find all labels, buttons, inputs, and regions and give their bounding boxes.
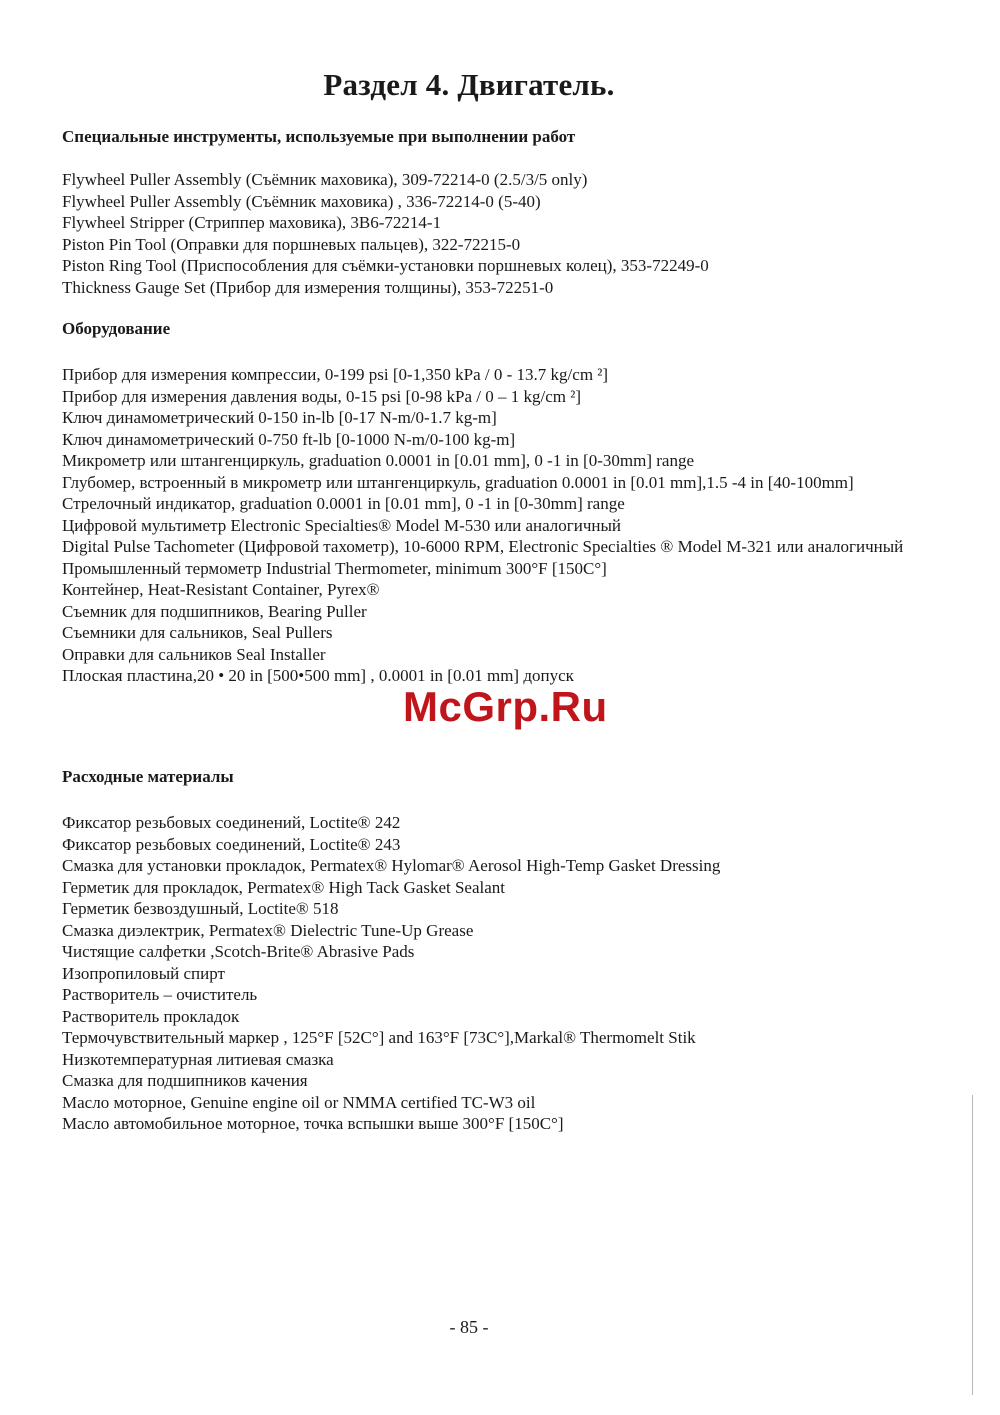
page-title: Раздел 4. Двигатель. <box>323 66 615 102</box>
equipment-item: Глубомер, встроенный в микрометр или штангенциркуль, graduation 0.0001 in [0.01 mm],1.5 -4 in [40-100mm] <box>62 472 854 492</box>
equipment-item: Контейнер, Heat-Resistant Container, Pyrex® <box>62 580 380 599</box>
equipment-item: Прибор для измерения компрессии, 0-199 psi [0-1,350 kPa / 0 - 13.7 kg/cm ²] <box>62 365 609 384</box>
tool-item: Flywheel Puller Assembly (Съёмник маховика) , 336-72214-0 (5-40) <box>62 191 541 211</box>
watermark-logo: McGrp.Ru <box>403 683 608 730</box>
consumable-item: Растворитель прокладок <box>62 1006 240 1026</box>
equipment-item: Цифровой мультиметр Electronic Specialties® Model M-530 или аналогичный <box>62 515 622 535</box>
special-tools-list <box>62 169 912 298</box>
consumables-list <box>62 812 912 1135</box>
consumable-item: Термочувствительный маркер , 125°F [52C°] and 163°F [73C°],Markal® Thermomelt Stik <box>62 1028 696 1047</box>
equipment-section <box>62 318 912 687</box>
equipment-item: Прибор для измерения давления воды, 0-15 psi [0-98 kPa / 0 – 1 kg/cm ²] <box>62 386 581 406</box>
equipment-item: Оправки для сальников Seal Installer <box>62 644 326 664</box>
equipment-item: Стрелочный индикатор, graduation 0.0001 in [0.01 mm], 0 -1 in [0-30mm] range <box>62 494 625 513</box>
consumable-item: Герметик для прокладок, Permatex® High Tack Gasket Sealant <box>62 877 505 897</box>
scan-edge-divider <box>972 1095 973 1395</box>
consumable-item: Фиксатор резьбовых соединений, Loctite® 242 <box>62 813 401 832</box>
consumable-item: Чистящие салфетки ,Scotch-Brite® Abrasive Pads <box>62 942 415 961</box>
tool-item: Flywheel Stripper (Стриппер маховика), 3B6-72214-1 <box>62 213 442 232</box>
tool-item: Piston Ring Tool (Приспособления для съёмки-установки поршневых колец), 353-72249-0 <box>62 256 709 275</box>
equipment-item: Съемник для подшипников, Bearing Puller <box>62 601 367 621</box>
equipment-item: Съемники для сальников, Seal Pullers <box>62 623 333 642</box>
equipment-item: Промышленный термометр Industrial Thermometer, minimum 300°F [150C°] <box>62 558 607 578</box>
consumable-item: Растворитель – очиститель <box>62 985 258 1004</box>
consumables-section <box>62 766 912 1135</box>
equipment-item: Микрометр или штангенциркуль, graduation 0.0001 in [0.01 mm], 0 -1 in [0-30mm] range <box>62 451 694 470</box>
page-number: - 85 - <box>449 1317 489 1337</box>
tool-item: Thickness Gauge Set (Прибор для измерения толщины), 353-72251-0 <box>62 277 554 297</box>
equipment-list <box>62 364 912 687</box>
tool-item: Piston Pin Tool (Оправки для поршневых пальцев), 322-72215-0 <box>62 234 521 254</box>
equipment-heading: Оборудование <box>62 319 171 338</box>
consumables-heading: Расходные материалы <box>62 767 234 786</box>
special-tools-heading: Специальные инструменты, используемые при выполнении работ <box>62 127 576 146</box>
consumable-item: Низкотемпературная литиевая смазка <box>62 1049 334 1069</box>
equipment-item: Плоская пластина,20 • 20 in [500•500 mm] , 0.0001 in [0.01 mm] допуск <box>62 666 574 685</box>
equipment-item: Ключ динамометрический 0-750 ft-lb [0-1000 N-m/0-100 kg-m] <box>62 429 516 449</box>
consumable-item: Масло моторное, Genuine engine oil or NMMA certified TC-W3 oil <box>62 1092 536 1112</box>
consumable-item: Смазка для подшипников качения <box>62 1071 308 1090</box>
consumable-item: Смазка для установки прокладок, Permatex® Hylomar® Aerosol High-Temp Gasket Dressing <box>62 856 721 875</box>
special-tools-section <box>62 126 912 298</box>
consumable-item: Герметик безвоздушный, Loctite® 518 <box>62 899 339 918</box>
equipment-item: Ключ динамометрический 0-150 in-lb [0-17 N-m/0-1.7 kg-m] <box>62 408 497 427</box>
consumable-item: Смазка диэлектрик, Permatex® Dielectric Tune-Up Grease <box>62 920 474 940</box>
tool-item: Flywheel Puller Assembly (Съёмник маховика), 309-72214-0 (2.5/3/5 only) <box>62 170 588 189</box>
consumable-item: Масло автомобильное моторное, точка вспышки выше 300°F [150C°] <box>62 1114 564 1133</box>
equipment-item: Digital Pulse Tachometer (Цифровой тахометр), 10-6000 RPM, Electronic Specialties ® Model M-321 или аналогичный <box>62 537 904 556</box>
consumable-item: Изопропиловый спирт <box>62 963 225 983</box>
consumable-item: Фиксатор резьбовых соединений, Loctite® 243 <box>62 834 401 854</box>
